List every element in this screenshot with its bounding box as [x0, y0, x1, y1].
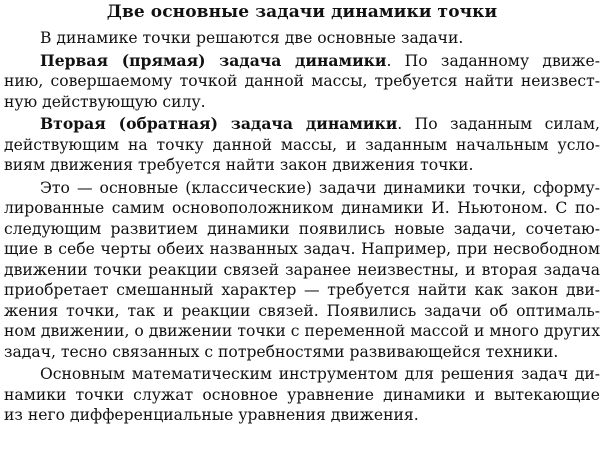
text-span: . По заданному движе-	[386, 51, 600, 70]
text-span: лированные самим основоположником динамики И. Ньютоном. С по-	[4, 199, 600, 217]
text-line	[4, 321, 600, 342]
text-line	[4, 135, 600, 156]
text-line	[4, 260, 600, 281]
text-span: приобретает смешанный характер — требуется найти как закон дви-	[4, 281, 600, 299]
text-line	[4, 178, 600, 199]
text-line	[4, 198, 600, 219]
section-title: Две основные задачи динамики точки	[106, 2, 498, 22]
text-span: Основным математическим инструментом для решения задач ди-	[40, 365, 600, 383]
text-line	[4, 114, 600, 135]
text-span: действующим на точку данной массы, и заданным начальным усло-	[4, 135, 600, 154]
text-span: движении точки реакции связей заранее неизвестны, и вторая задача	[4, 260, 600, 279]
text-line	[4, 92, 600, 113]
text-span: из него дифференциальные уравнения движения.	[4, 406, 419, 424]
bold-term: Первая (прямая) задача динамики	[40, 50, 387, 70]
text-line	[4, 405, 600, 426]
text-line	[4, 28, 600, 49]
text-line	[4, 239, 600, 260]
bold-term: Вторая (обратная) задача динамики	[40, 114, 398, 133]
text-span: следующим развитием динамики появились новые задачи, сочетаю-	[4, 219, 600, 238]
text-span: задач, тесно связанных с потребностями развивающейся техники.	[4, 342, 559, 361]
text-span: ном движении, о движении точки с переменной массой и много других	[4, 322, 600, 340]
text-span: виям движения требуется найти закон движения точки.	[4, 156, 474, 174]
text-line	[4, 301, 600, 322]
text-span: . По заданным силам,	[397, 115, 600, 133]
text-line	[4, 71, 600, 92]
text-span: В динамике точки решаются две основные задачи.	[40, 29, 464, 47]
text-line	[4, 342, 600, 363]
text-span: щие в себе черты обеих названных задач. Например, при несвободном	[4, 240, 600, 258]
text-line	[4, 385, 600, 406]
text-span: Это — основные (классические) задачи динамики точки, сформу-	[40, 178, 600, 197]
text-line	[4, 219, 600, 240]
text-line	[4, 280, 600, 301]
text-line	[4, 364, 600, 385]
text-line	[4, 51, 600, 72]
text-span: ную действующую силу.	[4, 92, 206, 111]
text-line	[4, 155, 600, 176]
text-span: намики точки служат основное уравнение динамики и вытекающие	[4, 385, 600, 404]
text-span: жения точки, так и реакции связей. Появились задачи об оптималь-	[4, 301, 600, 320]
text-span: нию, совершаемому точкой данной массы, требуется найти неизвест-	[4, 72, 600, 90]
